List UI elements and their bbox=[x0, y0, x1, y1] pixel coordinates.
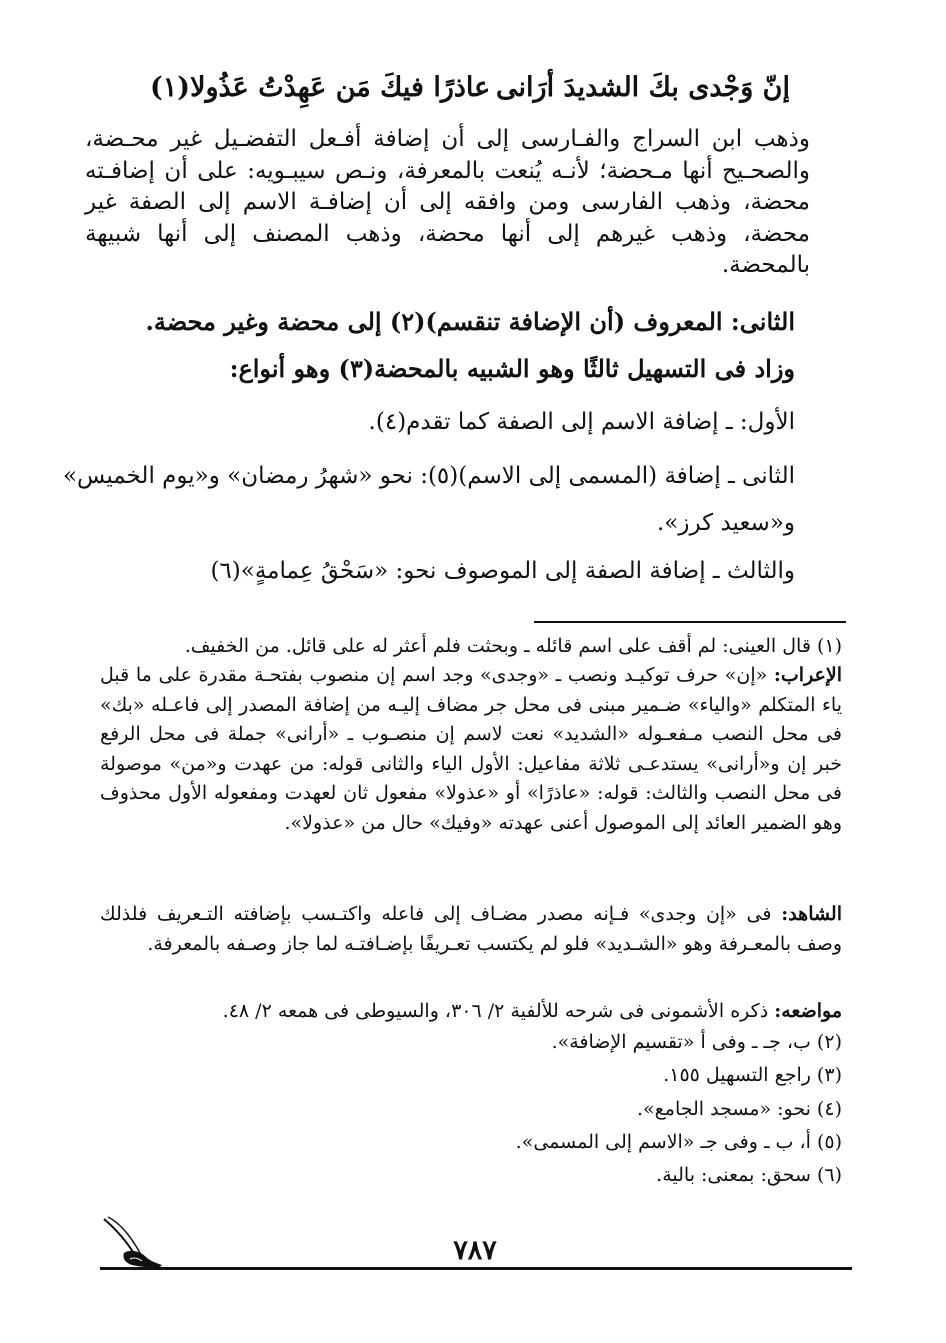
poetry-verse bbox=[150, 72, 790, 112]
verse-second-hemistich: عاذرًا فيكَ مَن عَهِدْتُ عَذُولا(١) bbox=[150, 72, 491, 103]
main-paragraph: وذهب ابن السراج والفـارسى إلى أن إضافة أفـعل التفضـيل غير محـضة، والصحـيح أنها مـحضة؛ لأنـه يُنعت بالمعرفة، ونـص سيبـويه: على أن إضافـته محضة، وذهب الفارسى ومن وافقه إلى أن إضافـة الاسم إلى الصفة غير محضة، وذهب غيرهم إلى أنها محضة، وذهب المصنف إلى أنها شبيهة بالمحضة. bbox=[85, 126, 810, 278]
footnote-5: (٥) أ، ب ـ وفى جـ «الاسم إلى المسمى». bbox=[515, 1131, 842, 1153]
shahid-text: فى «إن وجدى» فـإنه مصدر مضـاف إلى فاعله واكتـسب بإضافته التـعريف فلذلك وصف بالمعـرفة وهو «الشـديد» فلو لم يكتسب تعـريفًا بإضـافتـه لما جاز وصـفه بالمعرفة. bbox=[100, 903, 842, 955]
type-two-continuation: و«سعيد كرز». bbox=[657, 510, 795, 536]
type-three-line: والثالث ـ إضافة الصفة إلى الموصوف نحو: «سَحْقُ عِمامةٍ»(٦) bbox=[210, 558, 795, 584]
shahid-label: الشاهد: bbox=[781, 903, 843, 925]
tashil-line: وزاد فى التسهيل ثالثًا وهو الشبيه بالمحضة(٣) وهو أنواع: bbox=[229, 354, 795, 383]
footnote-mawadi bbox=[100, 996, 842, 1026]
page-number: ٧٨٧ bbox=[453, 1235, 497, 1266]
irab-text: «إن» حرف توكيـد ونصب ـ «وجدى» وجد اسم إن منصوب بفتحـة مقدرة على ما قبل ياء المتكلم «والياء» ضـمير مبنى فى محل جر مضاف إليـه من إضافة المصدر إلى فاعـله «بك» فى محل النصب مـفعـوله «الشديد» نعت لاسم إن منصـوب ـ «أرانى» جملة فى محل الرفع خبر إن و«أرانى» يستدعـى ثلاثة مفاعيل: الأول الياء والثانى قوله: من عهدت و«من» موصولة فى محل النصب والثالث: قوله: «عاذرًا» أو «عذولا» مفعول ثان لعهدت ومفعوله الأول محذوف وهو الضمير العائد إلى الموصول أعنى عهدته «وفيك» حال من «عذولا». bbox=[100, 664, 842, 834]
irab-label: الإعراب: bbox=[773, 664, 843, 686]
footnote-shahid bbox=[100, 900, 842, 959]
verse-first-hemistich: إنّ وَجْدى بكَ الشديدَ أرَانى bbox=[496, 72, 790, 103]
second-point-line: الثانى: المعروف (أن الإضافة تنقسم)(٢) إلى محضة وغير محضة. bbox=[145, 307, 795, 336]
mawadi-label: مواضعه: bbox=[774, 1000, 842, 1022]
footnote-6: (٦) سحق: بمعنى: بالية. bbox=[656, 1164, 842, 1186]
mawadi-text: ذكره الأشمونى فى شرحه للألفية ٢/ ٣٠٦، والسيوطى فى همعه ٢/ ٤٨. bbox=[222, 1000, 769, 1022]
type-one-line: الأول: ـ إضافة الاسم إلى الصفة كما تقدم(٤). bbox=[368, 409, 795, 435]
footnote-separator bbox=[534, 621, 846, 623]
quill-pen-icon bbox=[100, 1213, 164, 1271]
footnote-2: (٢) ب، جـ ـ وفى أ «تقسيم الإضافة». bbox=[551, 1031, 842, 1053]
type-two-line: الثانى ـ إضافة (المسمى إلى الاسم)(٥): نحو «شهرُ رمضان» و«يوم الخميس» bbox=[62, 463, 795, 489]
bottom-rule bbox=[100, 1267, 852, 1270]
footnote-3: (٣) راجع التسهيل ١٥٥. bbox=[663, 1064, 842, 1086]
footnote-irab bbox=[100, 661, 842, 839]
footnote-4: (٤) نحو: «مسجد الجامع». bbox=[636, 1098, 842, 1120]
footnote-1-intro: (١) قال العينى: لم أقف على اسم قائله ـ وبحثت فلم أعثر له على قائل. من الخفيف. bbox=[184, 635, 842, 657]
